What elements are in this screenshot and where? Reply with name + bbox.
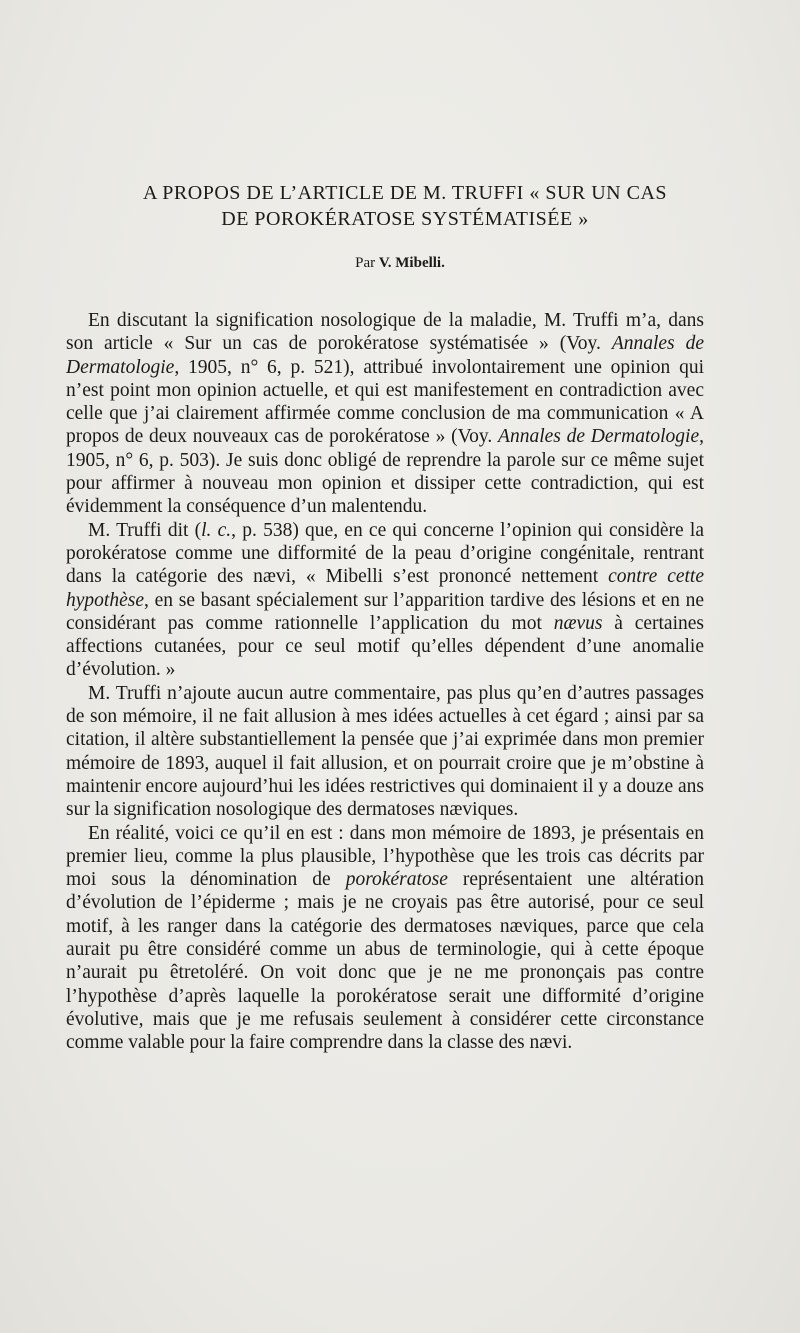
article-title	[60, 180, 750, 232]
paragraph	[66, 519, 704, 682]
byline-prefix: Par	[355, 255, 376, 271]
byline	[0, 255, 800, 272]
paragraph	[66, 822, 704, 1055]
paragraph-text: , 1905, n° 6, p. 503). Je suis donc obligé de reprendre la parole sur ce même sujet pour affirmer à nouveau mon opinion et dissiper cette contradiction, qui est évidemment la conséquence d’un malentendu.	[66, 426, 705, 518]
paragraph-text: à certaines affections cutanées, pour ce seul motif qu’elles dépendent d’une anomalie d’évolution. »	[66, 612, 704, 681]
paragraph-text: M. Truffi n’ajoute aucun autre commentaire, pas plus qu’en d’autres passages de son mémoire, il ne fait allusion à mes idées actuelles à cet égard ; ainsi par sa citation, il altère substantiellement la pensée que j’ai exprimée dans mon premier mémoire de 1893, auquel il fait allusion, et on pourrait croire que je m’obstine à maintenir encore aujourd’hui les idées restrictives qui dominaient il y a douze ans sur la signification nosologique des dermatoses næviques.	[66, 682, 704, 821]
italic-text: porokératose	[345, 869, 448, 891]
paragraph-text: représentaient une altération d’évolution de l’épiderme ; mais je ne croyais pas être autorisé, pour ce seul motif, à les ranger dans la catégorie des dermatoses næviques, parce que cela aurait pu être considéré comme un abus de terminologie, qui à cette époque n’aurait pu êtretoléré. On voit donc que je ne me prononçais pas contre l’hypothèse d’après laquelle la porokératose serait une difformité d’origine évolutive, mais que je me refusais seulement à considérer cette circonstance comme valable pour la faire comprendre dans la classe des nævi.	[66, 869, 704, 1054]
paragraph	[66, 682, 704, 822]
author-name: V. Mibelli.	[378, 255, 445, 271]
paragraph-text: , p. 538) que, en ce qui concerne l’opinion qui considère la porokératose comme une difformité de la peau d’origine congénitale, rentrant dans la catégorie des nævi, « Mibelli s’est prononcé nettement	[66, 519, 704, 588]
paragraph-text: , en se basant spécialement sur l’apparition tardive des lésions et en ne considérant pas comme rationnelle l’application du mot	[66, 589, 704, 634]
paragraph-text: M. Truffi dit (	[88, 519, 202, 541]
italic-text: contre cette hypothèse	[66, 566, 704, 611]
paragraph-text: En réalité, voici ce qu’il en est : dans mon mémoire de 1893, je présentais en premier lieu, comme la plus plausible, l’hypothèse que les trois cas décrits par moi sous la dénomination de	[66, 822, 704, 891]
title-line-1: A PROPOS DE L’ARTICLE DE M. TRUFFI « SUR UN CAS	[142, 182, 668, 204]
paragraph-text: , 1905, n° 6, p. 521), attribué involontairement une opinion qui n’est point mon opinion actuelle, et qui est manifestement en contradiction avec celle que j’ai clairement affirmée comme conclusion de ma communication « A propos de deux nouveaux cas de porokératose » (Voy.	[66, 356, 704, 448]
italic-text: Annales de Dermatologie	[66, 333, 704, 378]
paragraph	[66, 309, 704, 519]
italic-text: nævus	[553, 612, 603, 634]
paragraph-text: En discutant la signification nosologique de la maladie, M. Truffi m’a, dans son article « Sur un cas de porokératose systématisée » (Voy.	[66, 310, 704, 355]
italic-text: l. c.	[201, 519, 232, 541]
title-line-2: DE POROKÉRATOSE SYSTÉMATISÉE »	[221, 208, 589, 230]
article-body	[66, 309, 704, 1055]
italic-text: Annales de Dermatologie	[498, 426, 700, 448]
